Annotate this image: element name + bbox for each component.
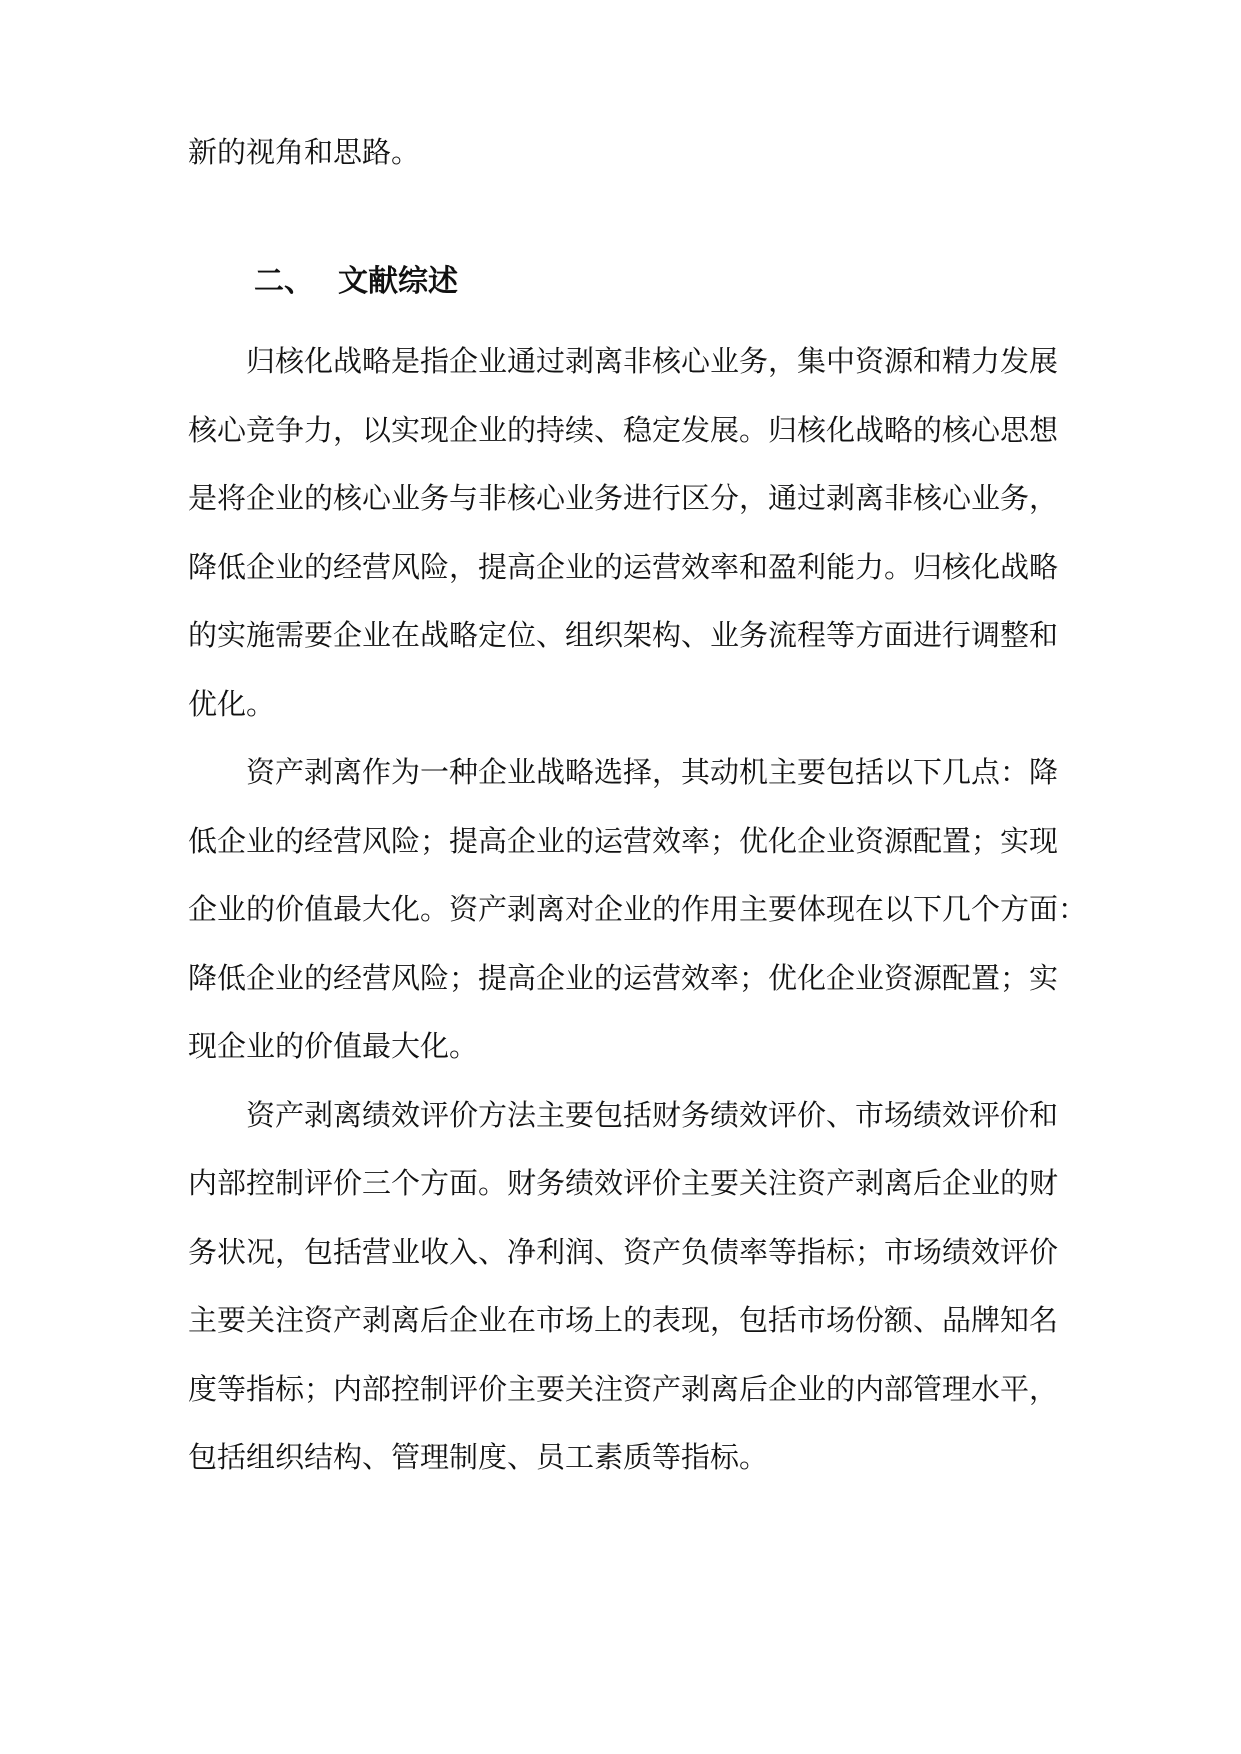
paragraph-3-line-4: 主要关注资产剥离后企业在市场上的表现，包括市场份额、品牌知名 — [188, 1303, 1059, 1337]
section-number: 二、 — [254, 264, 314, 299]
paragraph-3-line-6: 包括组织结构、管理制度、员工素质等指标。 — [188, 1440, 769, 1474]
paragraph-3-line-3: 务状况，包括营业收入、净利润、资产负债率等指标；市场绩效评价 — [188, 1235, 1059, 1269]
paragraph-1-line-1: 归核化战略是指企业通过剥离非核心业务，集中资源和精力发展 — [246, 344, 1059, 378]
paragraph-2-line-5: 现企业的价值最大化。 — [188, 1029, 479, 1063]
continuation-line: 新的视角和思路。 — [188, 135, 421, 169]
paragraph-1-line-3: 是将企业的核心业务与非核心业务进行区分，通过剥离非核心业务， — [188, 481, 1059, 515]
paragraph-2-line-1: 资产剥离作为一种企业战略选择，其动机主要包括以下几点：降 — [246, 755, 1059, 789]
paragraph-2-line-2: 低企业的经营风险；提高企业的运营效率；优化企业资源配置；实现 — [188, 824, 1059, 858]
paragraph-3-line-2: 内部控制评价三个方面。财务绩效评价主要关注资产剥离后企业的财 — [188, 1166, 1059, 1200]
paragraph-3-line-5: 度等指标；内部控制评价主要关注资产剥离后企业的内部管理水平， — [188, 1372, 1059, 1406]
paragraph-1-line-6: 优化。 — [188, 687, 276, 721]
paragraph-2-line-4: 降低企业的经营风险；提高企业的运营效率；优化企业资源配置；实 — [188, 961, 1059, 995]
paragraph-1-line-2: 核心竞争力，以实现企业的持续、稳定发展。归核化战略的核心思想 — [188, 413, 1059, 447]
paragraph-1-line-4: 降低企业的经营风险，提高企业的运营效率和盈利能力。归核化战略 — [188, 550, 1059, 584]
paragraph-3-line-1: 资产剥离绩效评价方法主要包括财务绩效评价、市场绩效评价和 — [246, 1098, 1059, 1132]
paragraph-1-line-5: 的实施需要企业在战略定位、组织架构、业务流程等方面进行调整和 — [188, 618, 1059, 652]
paragraph-2-line-3: 企业的价值最大化。资产剥离对企业的作用主要体现在以下几个方面： — [188, 892, 1088, 926]
section-title: 文献综述 — [338, 264, 458, 299]
